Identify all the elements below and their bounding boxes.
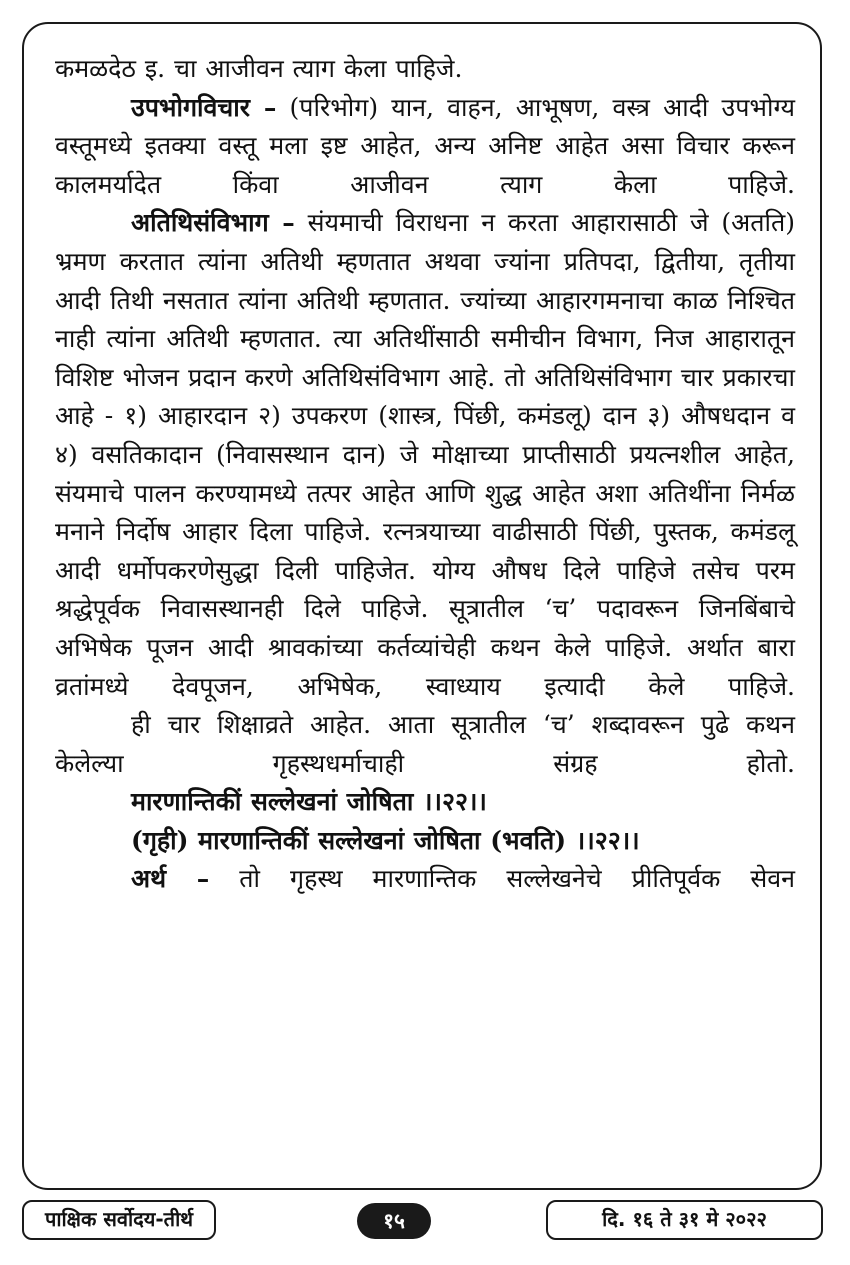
paragraph-atithi	[55, 204, 795, 706]
paragraph-text: संयमाची विराधना न करता आहारासाठी जे (अतति) भ्रमण करतात त्यांना अतिथी म्हणतात अथवा ज्यांना प्रतिपदा, द्वितीया, तृतीया आदी तिथी नसतात त्यांना अतिथी म्हणतात. ज्यांच्या आहारगमनाचा काळ निश्चित नाही त्यांना अतिथी म्हणतात. त्या अतिथींसाठी समीचीन विभाग, निज आहारातून विशिष्ट भोजन प्रदान करणे अतिथिसंविभाग आहे. तो अतिथिसंविभाग चार प्रकारचा आहे - १) आहारदान २) उपकरण (शास्त्र, पिंछी, कमंडलू) दान ३) औषधदान व ४) वसतिकादान (निवासस्थान दान) जे मोक्षाच्या प्राप्तीसाठी प्रयत्नशील आहेत, संयमाचे पालन करण्यामध्ये तत्पर आहेत आणि शुद्ध आहेत अशा अतिथींना निर्मळ मनाने निर्दोष आहार दिला पाहिजे. रत्नत्रयाच्या वाढीसाठी पिंछी, पुस्तक, कमंडलू आदी धर्मोपकरणेसुद्धा दिली पाहिजेत. योग्य औषध दिले पाहिजे तसेच परम श्रद्धेपूर्वक निवासस्थानही दिले पाहिजे. सूत्रातील ‘च’ पदावरून जिनबिंबाचे अभिषेक पूजन आदी श्रावकांच्या कर्तव्यांचेही कथन केले पाहिजे. अर्थात बारा व्रतांमध्ये देवपूजन, अभिषेक, स्वाध्याय इत्यादी केले पाहिजे.	[55, 208, 795, 701]
footer-publication: पाक्षिक सर्वोदय-तीर्थ	[22, 1200, 216, 1240]
paragraph-meaning	[55, 860, 795, 899]
paragraph-continuation	[55, 50, 795, 89]
term-artha: अर्थ –	[131, 864, 210, 894]
paragraph-text: तो गृहस्थ मारणान्तिक सल्लेखनेचे प्रीतिपूर्वक सेवन	[209, 864, 795, 894]
paragraph-text: (परिभोग) यान, वाहन, आभूषण, वस्त्र आदी उपभोग्य वस्तूमध्ये इतक्या वस्तू मला इष्ट आहेत, अन्य अनिष्ट आहेत असा विचार करून कालमर्यादेत किंवा आजीवन त्याग केला पाहिजे.	[55, 92, 795, 199]
footer-page-number: १५	[357, 1203, 431, 1239]
term-atithi: अतिथिसंविभाग –	[131, 208, 295, 238]
paragraph-text: ही चार शिक्षाव्रते आहेत. आता सूत्रातील ‘च’ शब्दावरून पुढे कथन केलेल्या गृहस्थधर्माचाही संग्रह होतो.	[55, 710, 795, 778]
sutra-line-1: मारणान्तिकीं सल्लेखनां जोषिता ।।२२।।	[131, 787, 487, 817]
paragraph-upbhog	[55, 89, 795, 205]
sutra-line-2: (गृही) मारणान्तिकीं सल्लेखनां जोषिता (भवति) ।।२२।।	[131, 825, 640, 855]
footer-date: दि. १६ ते ३१ मे २०२२	[546, 1200, 823, 1240]
paragraph-summary	[55, 706, 795, 783]
term-upbhog: उपभोगविचार –	[131, 92, 277, 122]
page-body	[55, 50, 795, 899]
text-line: कमळदेठ इ. चा आजीवन त्याग केला पाहिजे.	[55, 54, 463, 83]
